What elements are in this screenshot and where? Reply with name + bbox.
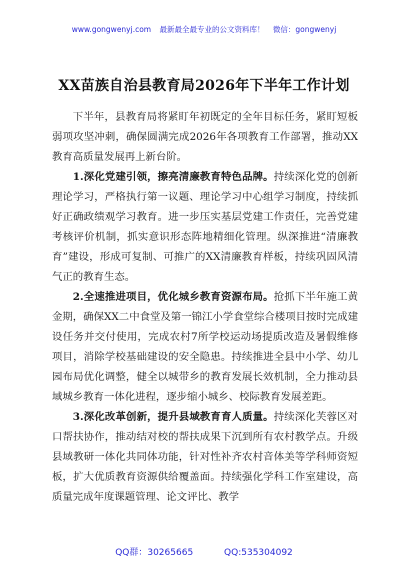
paragraph-text: 持续深化芙蓉区对口帮扶协作，推动结对校的帮扶成果下沉到所有农村教学点。升级县域教研一体化共同体功能，针对性补齐农村音体美等学科师资短板，扩大优质教育资源供给覆盖面。持续强化学科工作室建设，高质量完成年度课题管理、论文评比、教学: [52, 411, 358, 503]
document-title: XX苗族自治县教育局2026年下半年工作计划: [58, 78, 350, 94]
header-wechat: 微信：gongwenyj: [272, 25, 337, 34]
footer-qq-group: QQ群：30265665: [115, 548, 194, 558]
paragraph-section-2: [52, 287, 358, 407]
header-slogan: 最新最全最专业的公文资料库！: [159, 25, 265, 34]
footer-qq: QQ:535304092: [224, 548, 293, 558]
document-body: [52, 107, 358, 507]
page-header: [0, 24, 408, 35]
paragraph-intro: [52, 107, 358, 167]
paragraph-text: 持续深化党的创新理论学习，严格执行第一议题、理论学习中心组学习制度，持续抓好正确政绩观学习教育。进一步压实基层党建工作责任，完善党建考核评价机制，抓实意识形态阵地精细化管理。纵深推进“清廉教育”建设，形成可复制、可推广的XX清廉教育样板，持续巩固风清气正的教育生态。: [52, 171, 358, 283]
paragraph-text: 下半年，县教育局将紧盯年初既定的全年目标任务，紧盯短板弱项攻坚冲刺，确保圆满完成2026年各项教育工作部署，推动XX教育高质量发展再上新台阶。: [52, 111, 358, 163]
paragraph-section-3: [52, 407, 358, 507]
paragraph-section-1: [52, 167, 358, 287]
paragraph-text: 抢抓下半年施工黄金期，确保XX二中食堂及第一锦江小学食堂综合楼项目按时完成建设任务并交付使用，完成农村7所学校运动场提质改造及暑假维修项目，消除学校基础建设的安全隐患。持续推进全县中小学、幼儿园布局优化调整，健全以城带乡的教育发展长效机制，全力推动县域城乡教育一体化进程，逐步缩小城乡、校际教育发展差距。: [52, 291, 358, 403]
paragraph-heading: 3.深化改革创新，提升县域教育育人质量。: [72, 411, 274, 423]
paragraph-heading: 2.全速推进项目，优化城乡教育资源布局。: [72, 291, 274, 303]
page-footer: [0, 545, 408, 558]
paragraph-heading: 1.深化党建引领，擦亮清廉教育特色品牌。: [72, 171, 274, 183]
header-site[interactable]: www.gongwenyj.com: [71, 25, 152, 34]
